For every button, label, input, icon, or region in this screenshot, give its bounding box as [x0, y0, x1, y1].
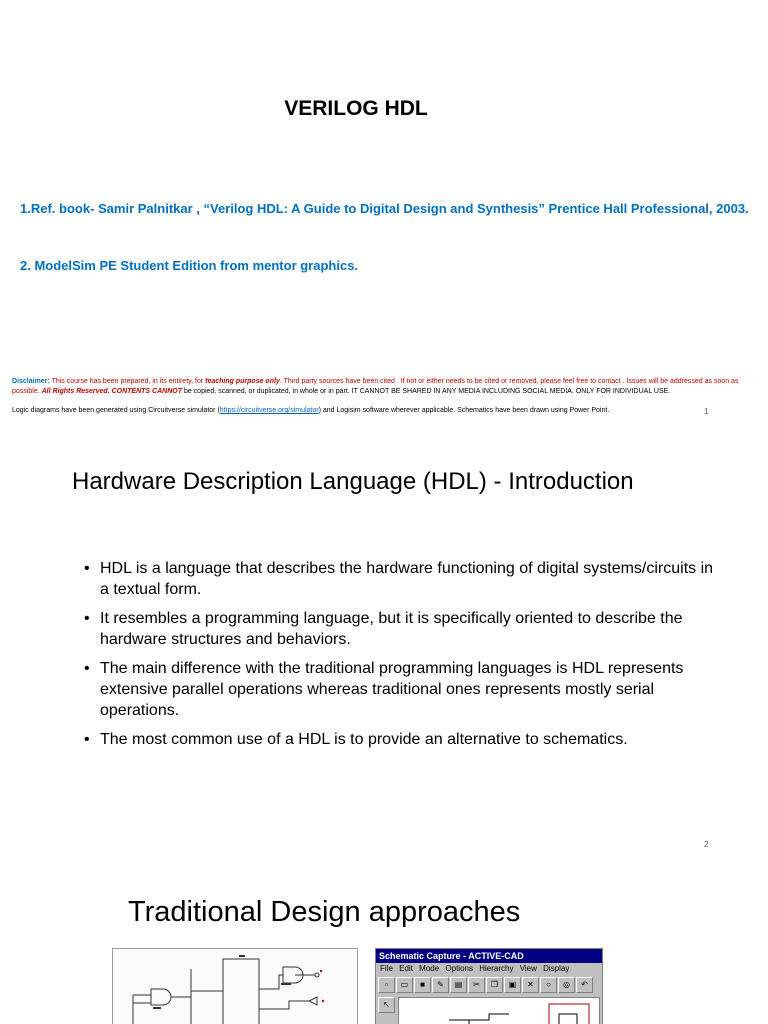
list-item [84, 608, 724, 650]
slide-title: VERILOG HDL [284, 97, 428, 120]
slide-title: Traditional Design approaches [128, 896, 521, 928]
disclaimer-text-1: This course has been prepared, in its entirety, for [49, 378, 206, 385]
schematic-canvas[interactable] [398, 997, 600, 1024]
menu-item-options[interactable]: Options [445, 964, 473, 973]
zoom-icon[interactable]: ○ [540, 977, 557, 993]
page-number: 2 [704, 840, 709, 849]
list-item [84, 658, 724, 721]
open-folder-icon[interactable]: ▭ [396, 977, 413, 993]
tool-palette [378, 997, 394, 1024]
logic-note-suffix: ) and Logisim software wherever applicable. Schematics have been drawn using Power Point. [318, 407, 610, 414]
reference-book: 1.Ref. book- Samir Palnitkar , “Verilog HDL: A Guide to Digital Design and Synthesis” Prentice Hall Professional, 2003. [20, 201, 749, 216]
paste-icon[interactable]: ▣ [504, 977, 521, 993]
menu-item-edit[interactable]: Edit [399, 964, 413, 973]
cut-icon[interactable]: ✂ [468, 977, 485, 993]
new-file-icon[interactable]: ▫ [378, 977, 395, 993]
bullet-list [84, 558, 724, 758]
slide-1 [0, 0, 768, 432]
disclaimer-text-3: be copied, scanned, or duplicated, in whole or in part. IT CANNOT BE SHARED IN ANY MEDIA INCLUDING SOCIAL MEDIA. ONLY FOR INDIVIDUAL USE. [182, 388, 671, 395]
disclaimer-emphasis-1: teaching purpose only [205, 378, 280, 385]
gate-schematic-illustration [113, 949, 357, 1024]
disclaimer-emphasis-2: All Rights Reserved. CONTENTS CANNOT [41, 388, 182, 395]
disclaimer-label: Disclaimer: [12, 378, 50, 385]
zoom-region-icon[interactable]: ◎ [558, 977, 575, 993]
active-cad-window[interactable] [375, 948, 603, 1024]
print-icon[interactable]: ▤ [450, 977, 467, 993]
menu-item-display[interactable]: Display [543, 964, 570, 973]
schematic-diagram [112, 948, 358, 1024]
logic-diagram-note [12, 406, 672, 416]
undo-icon[interactable]: ↶ [576, 977, 593, 993]
pointer-icon[interactable]: ↖ [378, 997, 395, 1013]
menu-bar [376, 963, 602, 975]
bullet-icon: • [84, 610, 90, 627]
slide-title: Hardware Description Language (HDL) - Introduction [72, 468, 634, 495]
bullet-icon: • [84, 560, 90, 577]
canvas-drawing [399, 998, 599, 1024]
circuitverse-link[interactable]: https://circuitverse.org/simulator [219, 407, 319, 414]
disclaimer [12, 377, 752, 397]
save-icon[interactable]: ■ [414, 977, 431, 993]
bullet-icon: • [84, 660, 90, 677]
window-title: Schematic Capture - ACTIVE-CAD [376, 949, 602, 963]
menu-item-file[interactable]: File [380, 964, 393, 973]
toolbar [378, 977, 594, 995]
list-item [84, 729, 724, 750]
logic-note-prefix: Logic diagrams have been generated using Circuitverse simulator ( [12, 407, 220, 414]
bullet-icon: • [84, 731, 90, 748]
probe-icon[interactable]: ✕ [522, 977, 539, 993]
list-item [84, 558, 724, 600]
bullet-text: The main difference with the traditional programming languages is HDL represents extensive parallel operations whereas traditional ones represents mostly serial operations. [100, 660, 684, 719]
bullet-text: HDL is a language that describes the hardware functioning of digital systems/circuits in a textual form. [100, 560, 714, 598]
slide-2 [0, 432, 768, 864]
slide-3 [0, 864, 768, 1024]
menu-item-view[interactable]: View [519, 964, 537, 973]
reference-software: 2. ModelSim PE Student Edition from mentor graphics. [20, 258, 359, 273]
bullet-text: The most common use of a HDL is to provide an alternative to schematics. [100, 731, 628, 748]
copy-icon[interactable]: ❐ [486, 977, 503, 993]
bullet-text: It resembles a programming language, but it is specifically oriented to describe the hardware structures and behaviors. [100, 610, 683, 648]
menu-item-mode[interactable]: Mode [419, 964, 440, 973]
page-number: 1 [704, 407, 709, 416]
edit-icon[interactable]: ✎ [432, 977, 449, 993]
disclaimer-text-2: . Third party sources have been cited . If not or either needs to be cited or removed, please feel free to contact . Issues will be addressed as soon as possible. [12, 378, 739, 395]
menu-item-hierarchy[interactable]: Hierarchy [479, 964, 514, 973]
